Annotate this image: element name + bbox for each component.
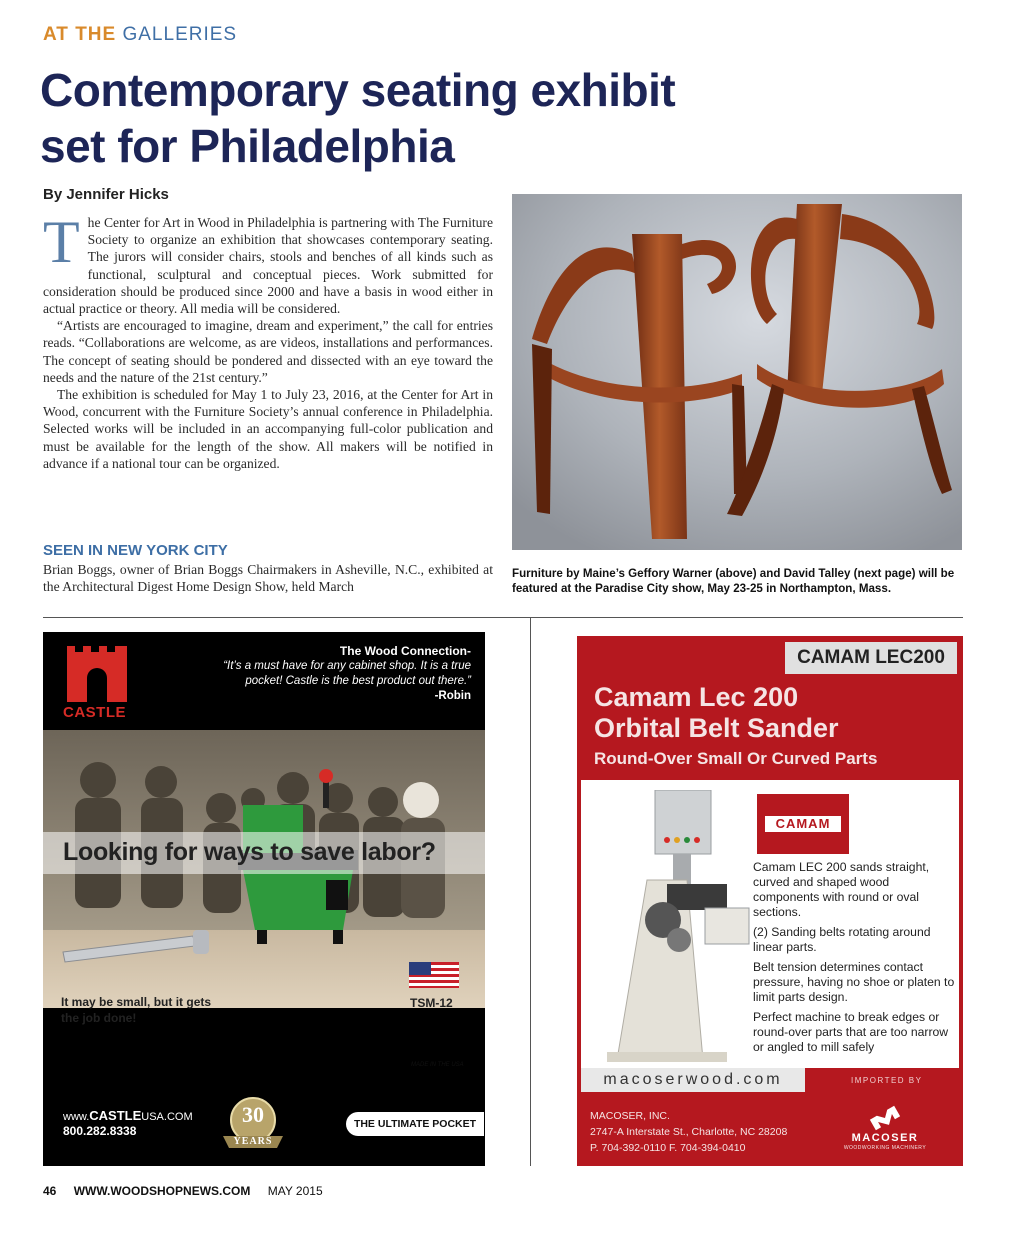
url-prefix: www. bbox=[63, 1111, 90, 1123]
castle-tagline: It may be small, but it gets the job done! bbox=[61, 995, 212, 1025]
page-footer bbox=[43, 1184, 323, 1198]
camam-title bbox=[594, 682, 954, 744]
byline: By Jennifer Hicks bbox=[43, 186, 169, 203]
chair-photo bbox=[512, 194, 962, 550]
castle-headline: Looking for ways to save labor? bbox=[63, 838, 436, 866]
camam-features bbox=[753, 860, 957, 1060]
testimonial-quote: “It’s a must have for any cabinet shop. It is a true pocket! Castle is the best product out there.” bbox=[223, 660, 471, 687]
article-paragraph-1 bbox=[43, 209, 493, 317]
article-paragraph-3: The exhibition is scheduled for May 1 to July 23, 2016, at the Center for Art in Wood, concurrent with the Furniture Society’s annual conference in Philadelphia. Selected works will be included in an accompanying full-color publication and must be available for the length of the show. All makers will be notified in advance if a national tour can be organized. bbox=[43, 387, 493, 471]
imported-by-label: IMPORTED BY bbox=[851, 1076, 923, 1085]
dropcap: T bbox=[43, 209, 80, 275]
headline-line-1: Contemporary seating exhibit bbox=[40, 64, 676, 116]
camam-feature: (2) Sanding belts rotating around linear parts. bbox=[753, 925, 931, 954]
camam-feature: Perfect machine to break edges or round-over parts that are too narrow or angled to mill safely bbox=[753, 1010, 949, 1054]
issue-date: MAY 2015 bbox=[267, 1184, 323, 1198]
macoser-subline: WOODWORKING MACHINERY bbox=[843, 1145, 927, 1151]
camam-tag: CAMAM LEC200 bbox=[785, 642, 957, 674]
testimonial-title: The Wood Connection- bbox=[339, 644, 471, 658]
article-paragraph-4: Brian Boggs, owner of Brian Boggs Chairmakers in Asheville, N.C., exhibited at the Architectural Digest Home Design Show, held March bbox=[43, 562, 493, 595]
badge-word: YEARS bbox=[233, 1136, 273, 1147]
camam-feature: Camam LEC 200 sands straight, curved and shaped wood components with round or oval sections. bbox=[753, 860, 930, 919]
url-brand: CASTLE bbox=[89, 1108, 142, 1123]
castle-model: TSM-12 bbox=[410, 996, 453, 1010]
headline bbox=[40, 62, 800, 174]
badge-number: 30 bbox=[242, 1102, 264, 1127]
footer-website[interactable]: WWW.WOODSHOPNEWS.COM bbox=[73, 1184, 251, 1198]
castle-phone: 800.282.8338 bbox=[63, 1124, 137, 1138]
castle-website[interactable] bbox=[63, 1108, 193, 1123]
article-paragraph-1-text: he Center for Art in Wood in Philadelphia is partnering with The Furniture Society to organize an exhibition that showcases contemporary seating. The jurors will consider chairs, stools and benches of all kinds such as functional, sculptural and conceptual pieces. Work submitted for consideration should be produced since 2000 and have a basis in wood either in actual practice or theory. All media will be considered. bbox=[43, 215, 493, 317]
camam-product-panel bbox=[581, 780, 959, 1068]
camam-feature: Belt tension determines contact pressure, having no shoe or platen to limit parts design. bbox=[753, 960, 955, 1004]
section-label-secondary: GALLERIES bbox=[122, 24, 238, 45]
ultimate-pocket-label: THE ULTIMATE POCKET bbox=[346, 1112, 484, 1136]
headline-line-2: set for Philadelphia bbox=[40, 120, 455, 172]
section-label bbox=[43, 24, 237, 46]
camam-advertisement bbox=[577, 636, 963, 1166]
address-line-2: 2747-A Interstate St., Charlotte, NC 28208 bbox=[590, 1126, 788, 1138]
address-line-3: P. 704-392-0110 F. 704-394-0410 bbox=[590, 1142, 746, 1154]
article-body bbox=[43, 209, 493, 472]
article-paragraph-2: “Artists are encouraged to imagine, dream and experiment,” the call for entries reads. “Collaborations are welcome, as are videos, installations and performances. The concept of seating should be pondered and dissected with an eye toward the needs and the nature of the 21st century.” bbox=[43, 318, 493, 385]
castle-logo-text: CASTLE bbox=[63, 704, 126, 721]
macoser-website[interactable]: macoserwood.com bbox=[581, 1068, 805, 1092]
testimonial-author: -Robin bbox=[434, 690, 471, 702]
macoser-address bbox=[590, 1108, 787, 1156]
castle-logo-icon bbox=[65, 646, 129, 702]
camam-title-line-1: Camam Lec 200 bbox=[594, 682, 799, 712]
horizontal-divider bbox=[43, 617, 963, 618]
belt-sander-machine-image bbox=[587, 790, 757, 1066]
made-in-usa-label: MADE IN THE USA bbox=[411, 1062, 464, 1068]
camam-title-line-2: Orbital Belt Sander bbox=[594, 713, 839, 743]
castle-testimonial bbox=[211, 644, 471, 704]
castle-advertisement bbox=[43, 632, 485, 1166]
vertical-divider bbox=[530, 618, 531, 1166]
url-suffix: USA.COM bbox=[141, 1111, 193, 1123]
address-line-1: MACOSER, INC. bbox=[590, 1110, 670, 1122]
subhead: SEEN IN NEW YORK CITY bbox=[43, 542, 228, 559]
thirty-years-badge bbox=[219, 1094, 287, 1154]
page-number: 46 bbox=[43, 1184, 57, 1198]
camam-subtitle: Round-Over Small Or Curved Parts bbox=[594, 749, 878, 768]
camam-brand-logo: CAMAM bbox=[765, 816, 841, 832]
section-label-primary: AT THE bbox=[43, 24, 117, 45]
macoser-wordmark: MACOSER bbox=[851, 1132, 919, 1144]
photo-caption: Furniture by Maine’s Geffory Warner (above) and David Talley (next page) will be featured at the Paradise City show, May 23-25 in Northampton, Mass. bbox=[512, 567, 955, 595]
